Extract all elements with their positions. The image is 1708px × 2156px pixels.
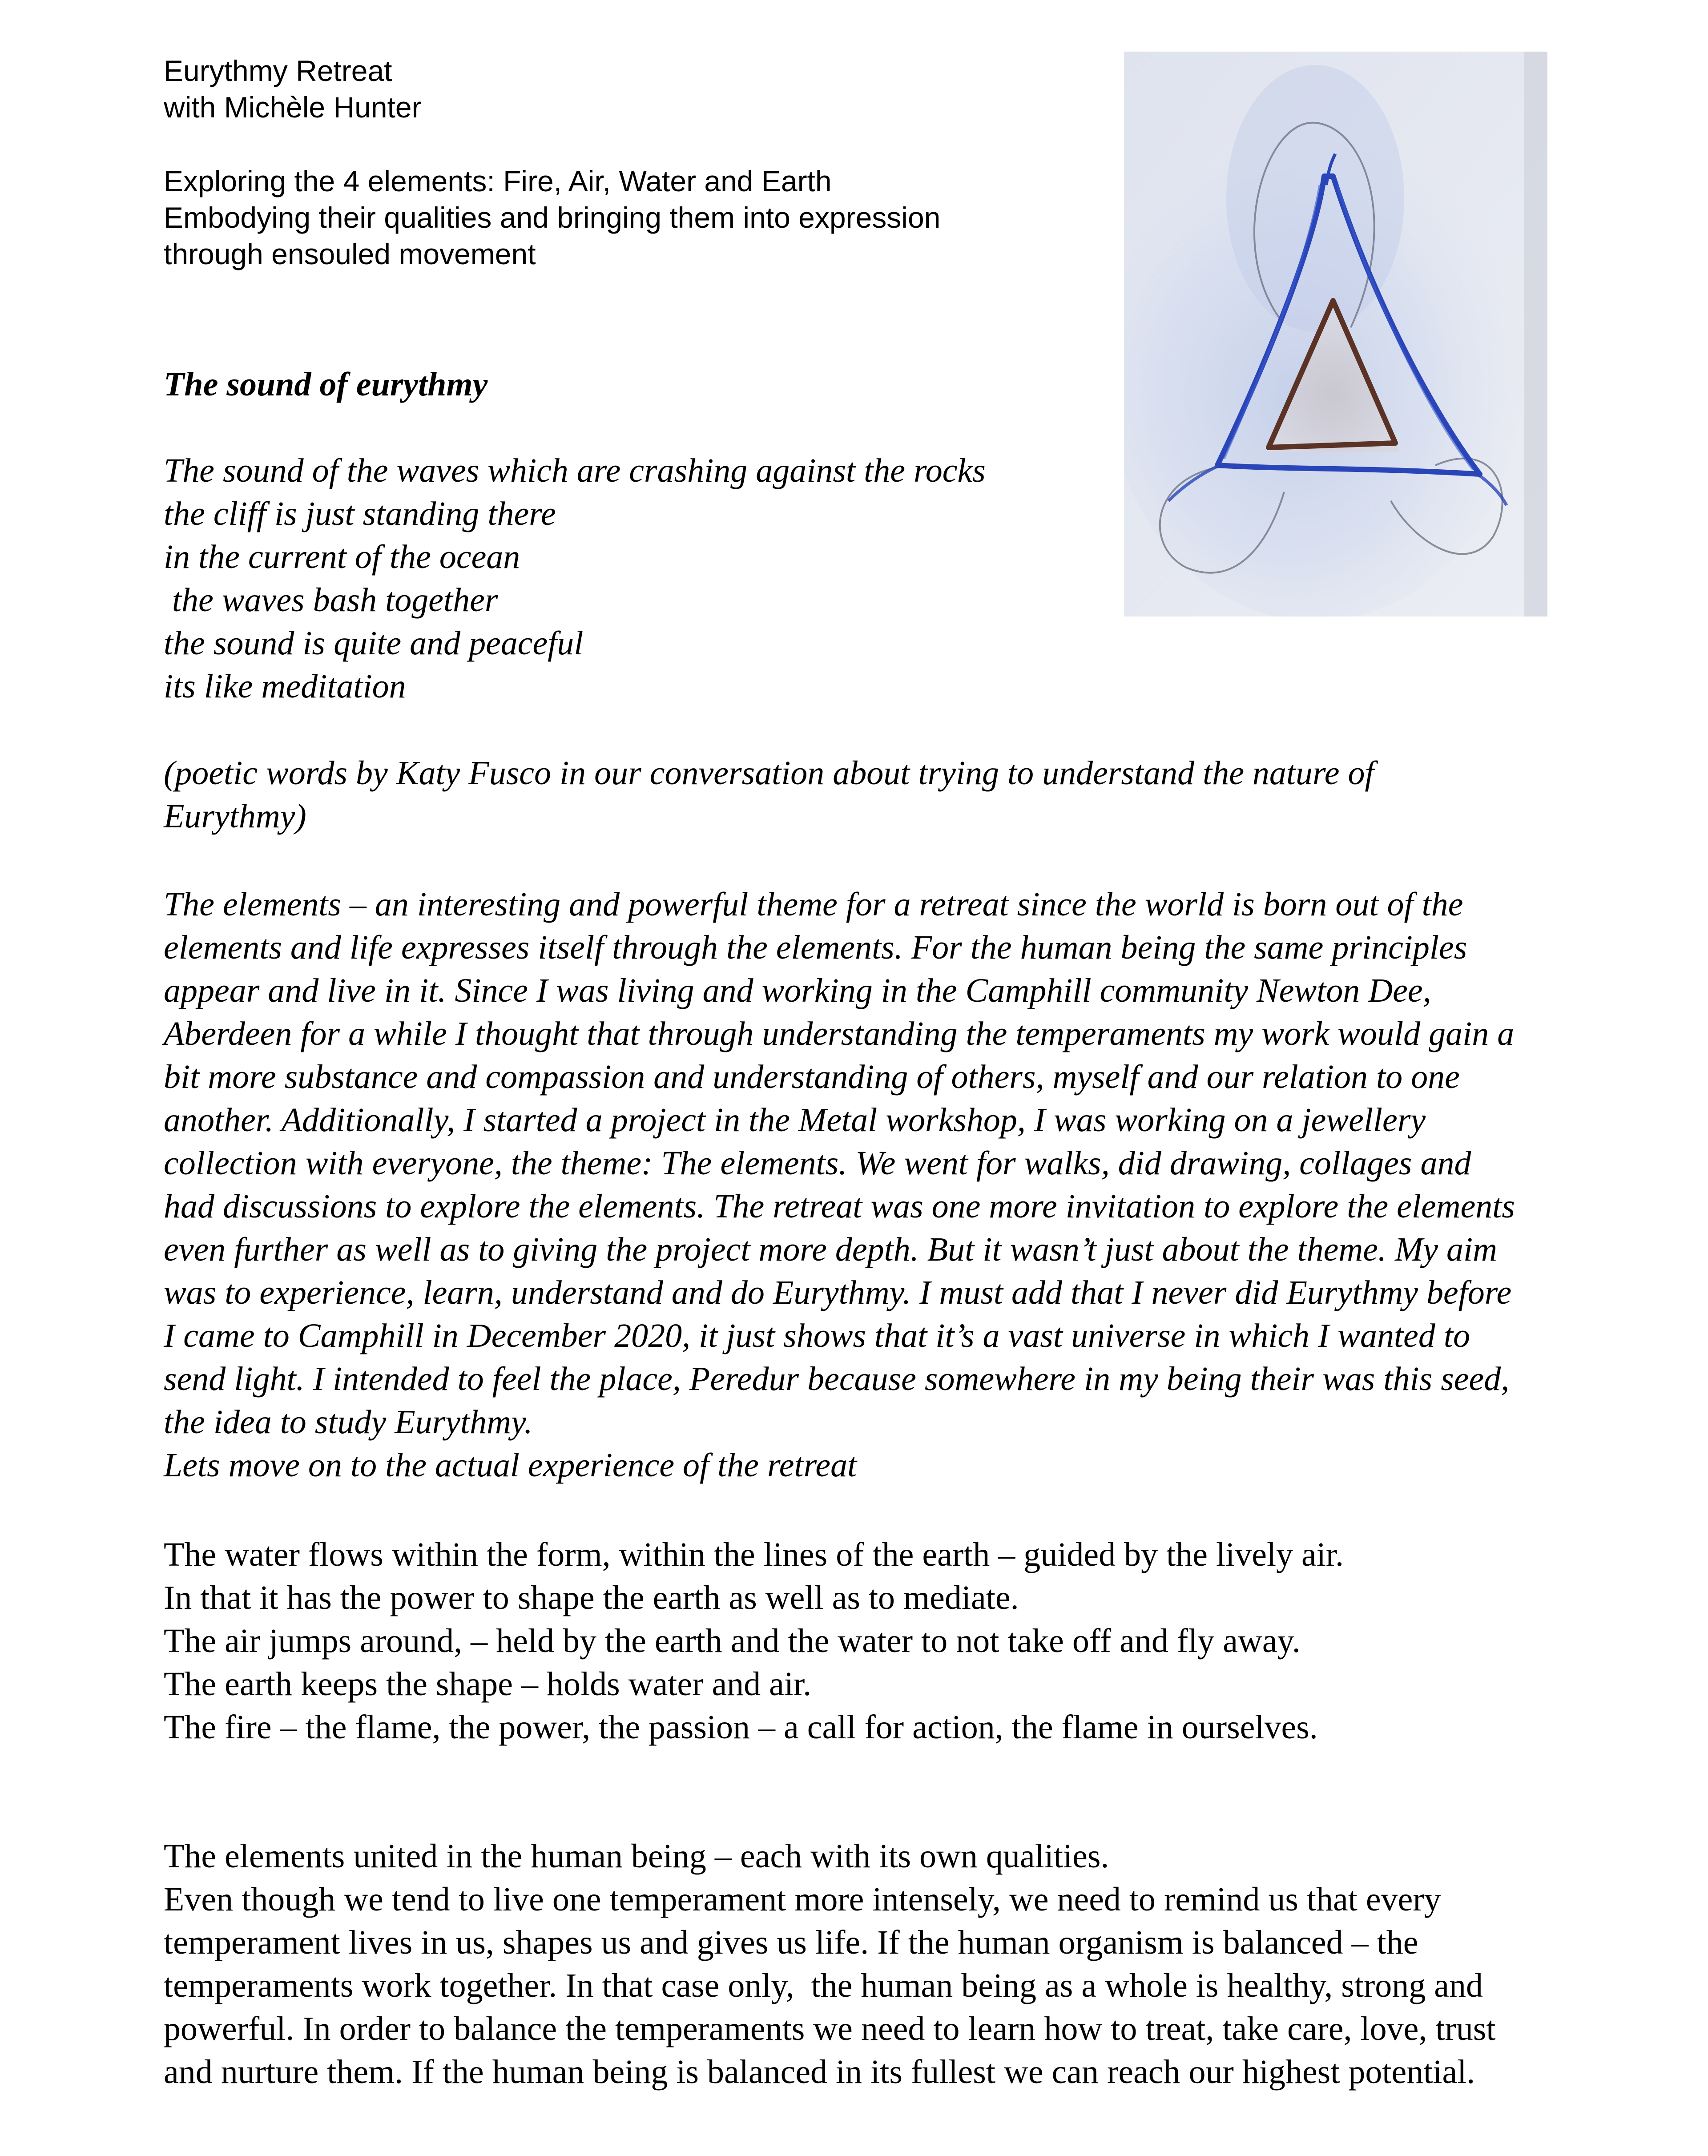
triangle-drawing-image (1124, 52, 1547, 617)
essay-line: even further as well as to giving the project more depth. But it wasn’t just about the theme. My aim (164, 1231, 1498, 1268)
essay-line: collection with everyone, the theme: The elements. We went for walks, did drawing, collages and (164, 1144, 1471, 1182)
intro-paragraph (164, 163, 940, 272)
document-title: Eurythmy Retreat (164, 54, 392, 87)
elements-line: The earth keeps the shape – holds water and air. (164, 1665, 812, 1703)
closing-line: temperament lives in us, shapes us and gives us life. If the human organism is balanced – the (164, 1924, 1418, 1961)
intro-line: through ensouled movement (164, 238, 536, 270)
closing-line: Even though we tend to live one temperament more intensely, we need to remind us that every (164, 1881, 1441, 1918)
essay-line: was to experience, learn, understand and do Eurythmy. I must add that I never did Eurythmy before (164, 1274, 1512, 1311)
poem-line: the sound is quite and peaceful (164, 625, 584, 662)
triangle-drawing-svg (1124, 52, 1547, 617)
closing-line: The elements united in the human being – each with its own qualities. (164, 1838, 1109, 1875)
closing-line: temperaments work together. In that case only, the human being as a whole is healthy, strong and (164, 1967, 1483, 2004)
closing-line: and nurture them. If the human being is balanced in its fullest we can reach our highest potential. (164, 2053, 1475, 2091)
poem-line: The sound of the waves which are crashing against the rocks (164, 452, 986, 489)
essay-line: had discussions to explore the elements. The retreat was one more invitation to explore the elements (164, 1188, 1515, 1225)
document-header (164, 52, 422, 125)
poem-line: in the current of the ocean (164, 538, 520, 576)
essay-line: I came to Camphill in December 2020, it just shows that it’s a vast universe in which I wanted to (164, 1317, 1470, 1354)
intro-line: Exploring the 4 elements: Fire, Air, Water and Earth (164, 165, 832, 197)
poem-line: its like meditation (164, 668, 406, 705)
essay-line: Aberdeen for a while I thought that through understanding the temperaments my work would gain a (164, 1015, 1515, 1052)
essay-line: The elements – an interesting and powerful theme for a retreat since the world is born out of the (164, 886, 1463, 923)
essay-line: send light. I intended to feel the place, Peredur because somewhere in my being their was this seed, (164, 1360, 1510, 1398)
poem-title: The sound of eurythmy (164, 366, 488, 403)
essay-line: Lets move on to the actual experience of the retreat (164, 1447, 857, 1484)
poem-line: the waves bash together (164, 581, 498, 619)
elements-paragraph (164, 1533, 1344, 1749)
poem (164, 449, 986, 708)
elements-line: The air jumps around, – held by the earth and the water to not take off and fly away. (164, 1622, 1301, 1660)
elements-line: The fire – the flame, the power, the passion – a call for action, the flame in ourselves. (164, 1709, 1318, 1746)
document-subtitle: with Michèle Hunter (164, 91, 422, 124)
essay-paragraph (164, 883, 1515, 1487)
poem-attribution: (poetic words by Katy Fusco in our conversation about trying to understand the nature of Eurythmy) (164, 754, 1374, 835)
intro-line: Embodying their qualities and bringing them into expression (164, 201, 941, 234)
elements-line: The water flows within the form, within the lines of the earth – guided by the lively air. (164, 1536, 1344, 1573)
poem-line: the cliff is just standing there (164, 495, 556, 532)
essay-line: another. Additionally, I started a project in the Metal workshop, I was working on a jewellery (164, 1101, 1426, 1139)
essay-line: elements and life expresses itself through the elements. For the human being the same principles (164, 929, 1467, 966)
closing-line: powerful. In order to balance the temperaments we need to learn how to treat, take care, love, trust (164, 2010, 1496, 2047)
essay-line: bit more substance and compassion and understanding of others, myself and our relation to one (164, 1058, 1460, 1096)
paper-edge-shadow (1524, 52, 1547, 617)
essay-line: the idea to study Eurythmy. (164, 1403, 533, 1441)
closing-paragraph (164, 1835, 1495, 2094)
essay-line: appear and live in it. Since I was living and working in the Camphill community Newton Dee, (164, 972, 1431, 1009)
elements-line: In that it has the power to shape the earth as well as to mediate. (164, 1579, 1019, 1616)
